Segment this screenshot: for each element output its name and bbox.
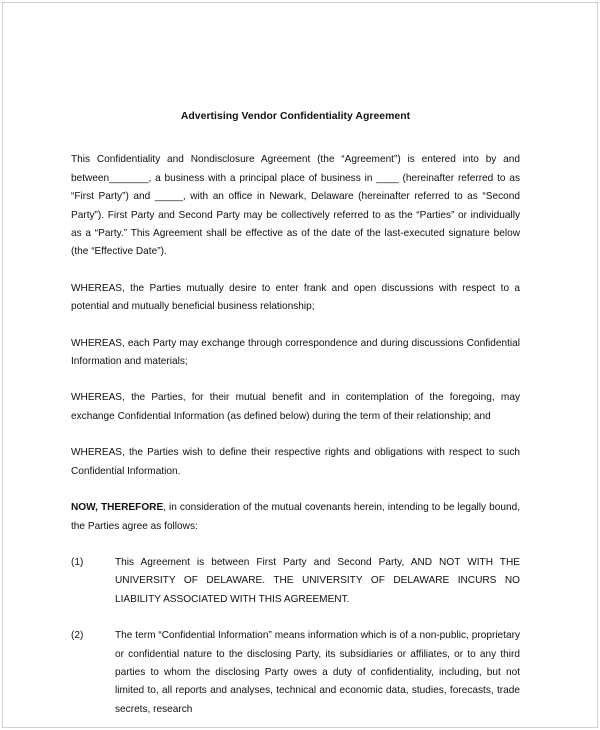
now-therefore-rest: , in consideration of the mutual covenants herein, intending to be legally bound, the Parties agree as follows: [71, 502, 520, 532]
document-body [71, 0, 520, 719]
paragraph-spacer [71, 262, 520, 280]
paragraph-intro: This Confidentiality and Nondisclosure Agreement (the “Agreement”) is entered into by and between_______, a business with a principal place of business in ____ (hereinafter referred to as “First Party”) and _____, with an office in Newark, Delaware (hereinafter referred to as “Second Party”). First Party and Second Party may be collectively referred to as the “Parties” or individually as a “Party.” This Agreement shall be effective as of the date of the last-executed signature below (the “Effective Date”). [71, 154, 520, 258]
clause-number: (2) [71, 630, 84, 642]
paragraph-spacer [71, 536, 520, 554]
clause-item [71, 554, 520, 609]
paragraph-now-therefore [71, 499, 520, 536]
now-therefore-lead: NOW, THEREFORE [71, 502, 164, 514]
title-spacer [71, 126, 520, 151]
paragraph-whereas-3: WHEREAS, the Parties, for their mutual benefit and in contemplation of the foregoing, may exchange Confidential Information (as defined below) during the term of their relationship; and [71, 392, 520, 422]
clause-text: The term “Confidential Information” means information which is of a non-public, proprietary or confidential nature to the disclosing Party, its subsidiaries or affiliates, or to any third parties to whom the disclosing Party owes a duty of confidentiality, including, but not limited to, all reports and analyses, technical and economic data, studies, forecasts, trade secrets, research [115, 630, 520, 715]
clause-number: (1) [71, 556, 84, 568]
paragraph-spacer [71, 426, 520, 444]
paragraph-whereas-4: WHEREAS, the Parties wish to define their respective rights and obligations with respect to such Confidential Information. [71, 447, 520, 477]
page-title: Advertising Vendor Confidentiality Agreement [180, 111, 411, 122]
clause-text: This Agreement is between First Party and Second Party, AND NOT WITH THE UNIVERSITY OF DELAWARE. THE UNIVERSITY OF DELAWARE INCURS NO LIABILITY ASSOCIATED WITH THIS AGREEMENT. [115, 556, 520, 605]
paragraph-spacer [71, 481, 520, 499]
clause-item [71, 627, 520, 719]
paragraph-whereas-1: WHEREAS, the Parties mutually desire to enter frank and open discussions with respect to a potential and mutually beneficial business relationship; [71, 282, 520, 313]
paragraph-whereas-2: WHEREAS, each Party may exchange through correspondence and during discussions Confidential Information and materials; [71, 337, 520, 368]
paragraph-spacer [71, 317, 520, 335]
paragraph-spacer [71, 609, 520, 627]
paragraph-spacer [71, 371, 520, 389]
